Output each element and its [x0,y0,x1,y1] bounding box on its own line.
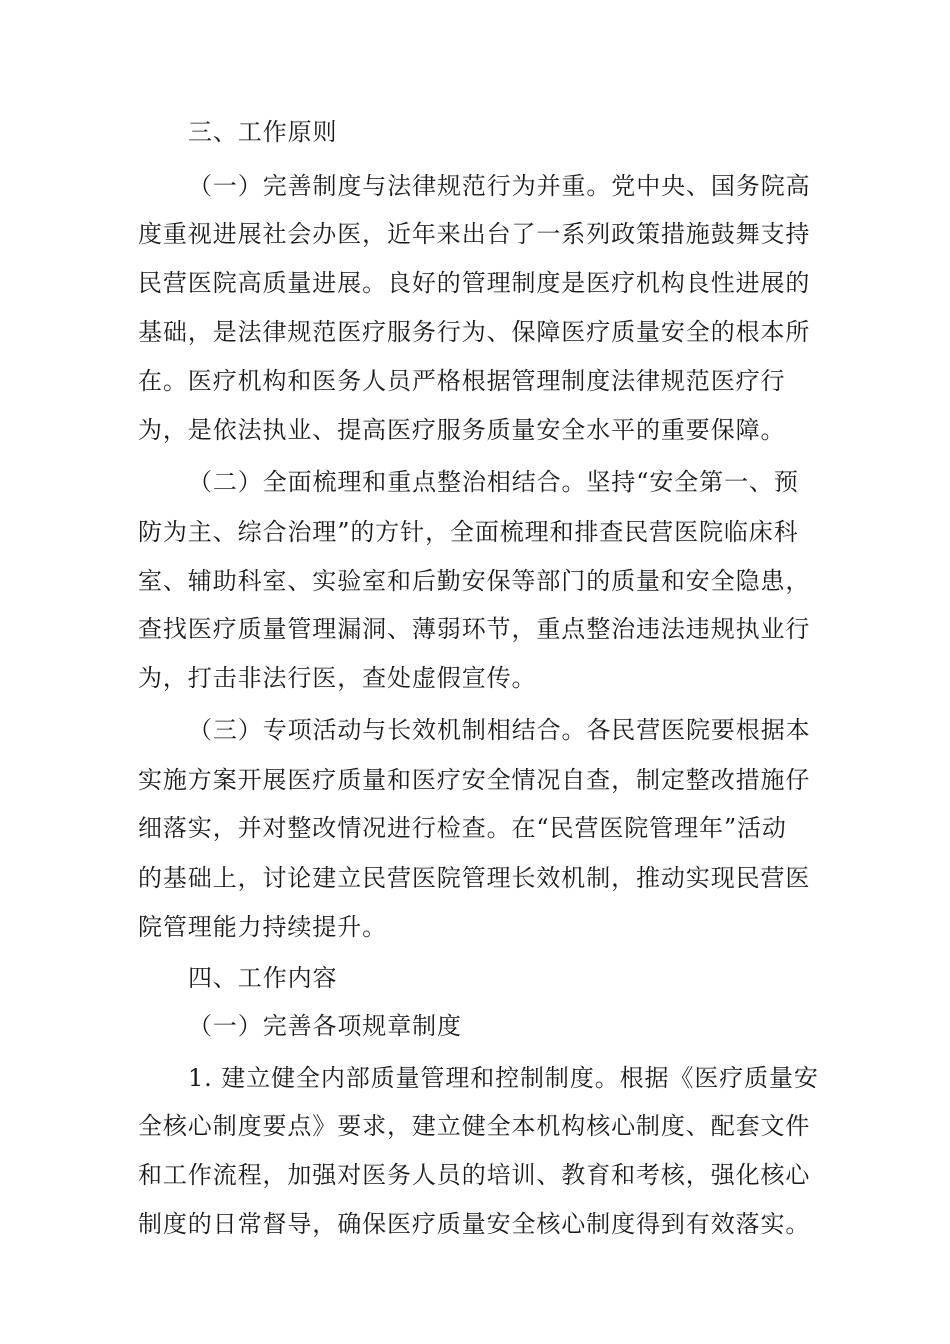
text-line: 度重视进展社会办医，近年来出台了一系列政策措施鼓舞支持 [138,220,811,248]
text-line: 室、辅助科室、实验室和后勤安保等部门的质量和安全隐患， [138,567,811,595]
text-line: 1. 建立健全内部质量管理和控制制度。根据《医疗质量安 [188,1064,819,1092]
text-line: 查找医疗质量管理漏洞、薄弱环节，重点整治违法违规执业行 [138,615,811,643]
text-line: 防为主、综合治理”的方针，全面梳理和排查民营医院临床科 [138,518,799,546]
text-line: 细落实，并对整改情况进行检查。在“民营医院管理年”活动 [138,814,787,842]
text-line: 的基础上，讨论建立民营医院管理长效机制，推动实现民营医 [138,864,811,892]
text-line: 为，是依法执业、提高医疗服务质量安全水平的重要保障。 [138,416,786,444]
text-line: 院管理能力持续提升。 [138,913,387,941]
text-line: （一）完善制度与法律规范行为并重。党中央、国务院高 [188,172,811,200]
text-line: 制度的日常督导，确保医疗质量安全核心制度得到有效落实。 [138,1210,811,1238]
text-line: 为，打击非法行医，查处虚假宣传。 [138,664,537,692]
text-line: 实施方案开展医疗质量和医疗安全情况自查，制定整改措施仔 [138,766,811,794]
text-line: （三）专项活动与长效机制相结合。各民营医院要根据本 [188,716,811,744]
section-heading-work-content: 四、工作内容 [188,964,338,992]
text-line: （二）全面梳理和重点整治相结合。坚持“安全第一、预 [188,468,799,496]
text-line: 基础，是法律规范医疗服务行为、保障医疗质量安全的根本所 [138,318,811,346]
subsection-heading-rules: （一）完善各项规章制度 [188,1012,462,1040]
text-line: 民营医院高质量进展。良好的管理制度是医疗机构良性进展的 [138,269,811,297]
section-heading-work-principles: 三、工作原则 [188,118,338,146]
text-line: 全核心制度要点》要求，建立健全本机构核心制度、配套文件 [138,1112,811,1140]
text-line: 和工作流程，加强对医务人员的培训、教育和考核，强化核心 [138,1161,811,1189]
text-line: 在。医疗机构和医务人员严格根据管理制度法律规范医疗行 [138,367,786,395]
